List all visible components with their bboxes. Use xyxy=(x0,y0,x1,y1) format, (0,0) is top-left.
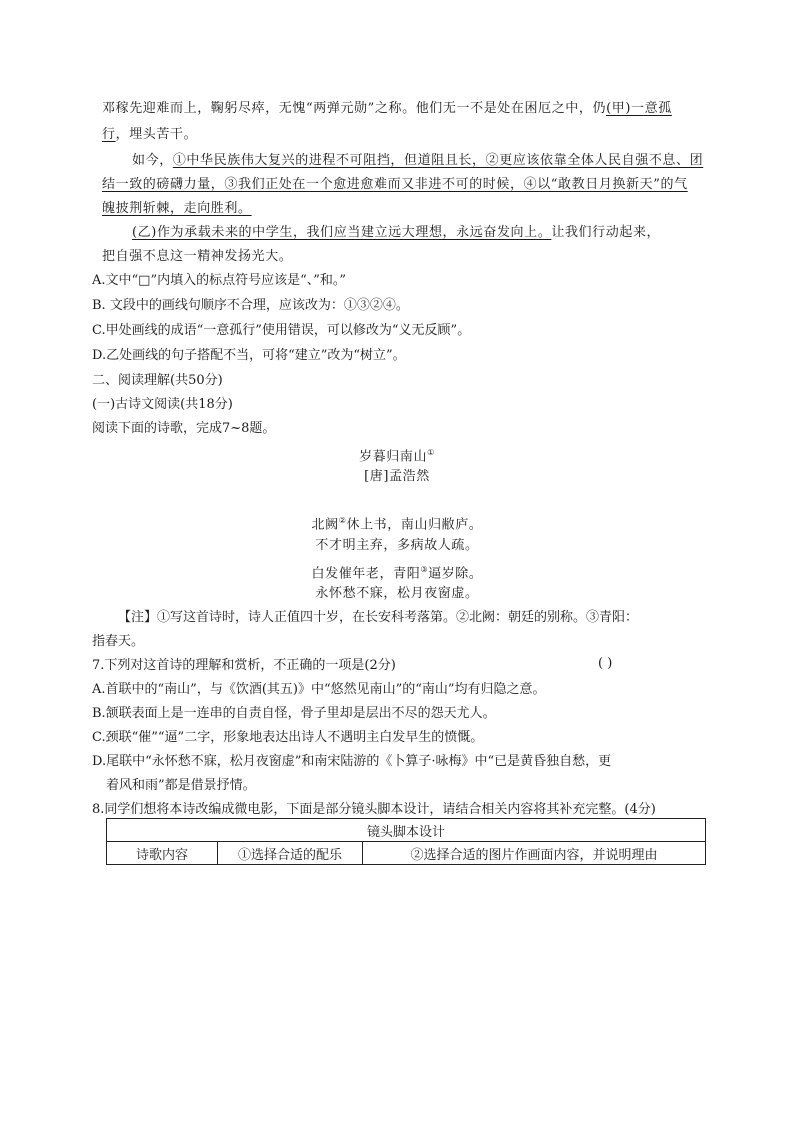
poem-text: 休上书，南山归敝庐。 xyxy=(346,517,483,533)
passage-text: 让我们行动起来， xyxy=(551,225,661,240)
passage-line-5: 魄披荆斩棘，走向胜利。 xyxy=(102,201,252,216)
col-music: ①选择合适的配乐 xyxy=(218,842,363,865)
passage-line-6 xyxy=(132,224,660,242)
poem-text: 北阙 xyxy=(311,517,339,533)
col-poem-content: 诗歌内容 xyxy=(107,842,218,865)
option-d: D.乙处画线的句子搭配不当，可将“建立”改为“树立”。 xyxy=(92,348,406,363)
footnote-marker: ③ xyxy=(420,565,429,574)
poem-text: 白发催年老，青阳 xyxy=(311,566,421,582)
answer-bracket[interactable]: ( ) xyxy=(598,656,613,671)
passage-line-7: 把自强不息这一精神发扬光大。 xyxy=(102,249,293,264)
underline-jia: (甲)一意孤 xyxy=(606,101,672,116)
passage-text: 邓稼先迎难而上，鞠躬尽瘁，无愧“两弹元勋”之称。他们无一不是处在困厄之中，仍 xyxy=(102,101,607,116)
table-title: 镜头脚本设计 xyxy=(107,819,706,842)
underlined-sentences: ①中华民族伟大复兴的进程不可阻挡，但道阻且长，②更应该依靠全体人民自强不息、团 xyxy=(172,153,704,168)
q7-option-b: B.颔联表面上是一连串的自责自怪，骨子里却是层出不尽的怨天尤人。 xyxy=(92,706,496,721)
passage-line-4: 结一致的磅礴力量，③我们正处在一个愈进愈难而又非进不可的时候，④以“敢教日月换新天”的气 xyxy=(102,177,688,192)
section-heading: 二、阅读理解(共50分) xyxy=(92,373,223,388)
poem-title xyxy=(0,444,794,466)
table-header-row xyxy=(107,819,706,842)
passage-text: ，埋头苦干。 xyxy=(115,127,198,142)
question-8-stem: 8.同学们想将本诗改编成微电影，下面是部分镜头脚本设计，请结合相关内容将其补充完整。(4分) xyxy=(92,802,656,817)
poem-text: 逼岁除。 xyxy=(428,566,483,582)
poem-title-text: 岁暮归南山 xyxy=(359,449,428,465)
passage-line-3 xyxy=(132,152,703,170)
poem-line-4: 永怀愁不寐，松月夜窗虚。 xyxy=(315,586,479,601)
poem-line-2: 不才明主弃，多病故人疏。 xyxy=(315,538,479,553)
passage-line-2 xyxy=(102,126,197,144)
reading-instruction: 阅读下面的诗歌，完成7~8题。 xyxy=(92,421,276,436)
option-c: C.甲处画线的成语“一意孤行”使用错误，可以修改为“义无反顾”。 xyxy=(92,323,471,338)
sub-section-heading: (一)古诗文阅读(共18分) xyxy=(92,397,233,412)
underline-yi: (乙)作为承载未来的中学生，我们应当建立远大理想，永远奋发向上。 xyxy=(132,225,552,240)
option-b: B. 文段中的画线句顺序不合理，应该改为：①③②④。 xyxy=(92,298,409,313)
footnote-marker: ② xyxy=(338,516,347,525)
q7-option-d-line-1: D.尾联中“永怀愁不寐，松月夜窗虚”和南宋陆游的《卜算子·咏梅》中“已是黄昏独自愁，更 xyxy=(92,754,612,769)
poem-line-1 xyxy=(0,512,794,534)
underline-jia-end: 行 xyxy=(102,127,116,142)
option-a: A.文中“□”内填入的标点符号应该是“、”和。” xyxy=(92,273,347,288)
col-image: ②选择合适的图片作画面内容，并说明理由 xyxy=(363,842,706,865)
footnote-marker: ① xyxy=(427,448,435,457)
passage-line-1 xyxy=(102,100,672,118)
table-row xyxy=(107,842,706,865)
poem-line-3 xyxy=(0,561,794,583)
poem-notes-line-2: 指春天。 xyxy=(92,634,145,649)
q7-option-a: A.首联中的“南山”，与《饮酒(其五)》中“悠然见南山”的“南山”均有归隐之意。 xyxy=(92,682,546,697)
poem-author: [唐]孟浩然 xyxy=(364,469,430,484)
poem-notes-line-1: 【注】①写这首诗时，诗人正值四十岁，在长安科考落第。②北阙：朝廷的别称。③青阳： xyxy=(118,610,639,625)
q7-option-d-line-2: 着风和雨”都是借景抒情。 xyxy=(106,778,256,793)
q7-option-c: C.颈联“催”“逼”二字，形象地表达出诗人不遇明主白发早生的愤慨。 xyxy=(92,730,484,745)
passage-text: 如今， xyxy=(132,153,173,168)
question-7-stem: 7.下列对这首诗的理解和赏析，不正确的一项是(2分) xyxy=(92,658,396,673)
storyboard-table xyxy=(106,818,706,865)
